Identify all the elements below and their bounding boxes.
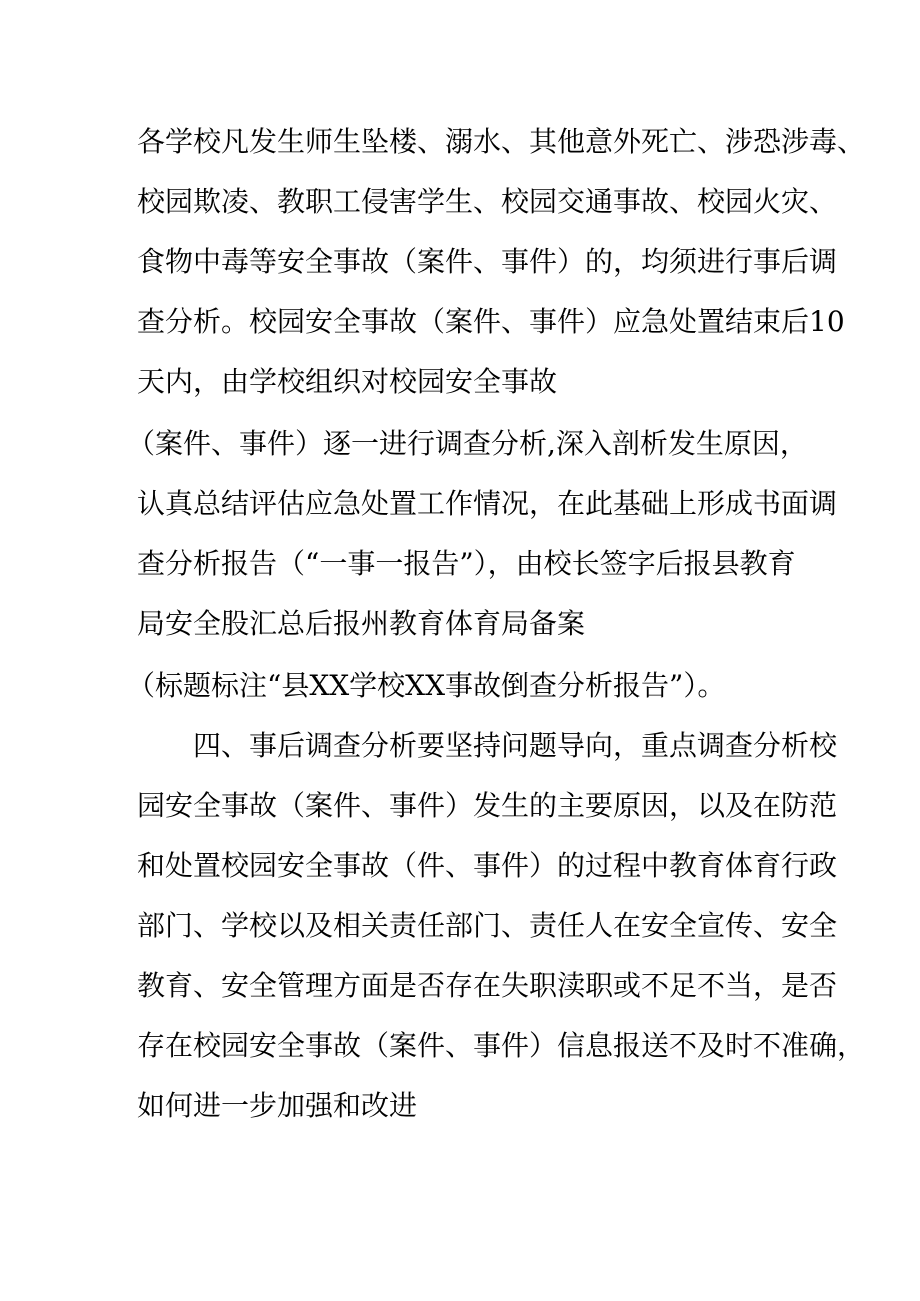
text-line: 存在校园安全事故（案件、事件）信息报送不及时不准确，: [137, 1029, 866, 1062]
text-line: （标题标注“县XX学校XX事故倒查分析报告”）。: [127, 669, 726, 702]
text-line: 天内，由学校组织对校园安全事故: [137, 365, 558, 398]
section-four-first-line: 四、事后调查分析要坚持问题导向，重点调查分析校: [193, 729, 838, 762]
text-line: 查分析报告（“一事一报告”），由校长签字后报县教育: [137, 547, 796, 580]
text-line: 局安全股汇总后报州教育体育局备案: [137, 607, 586, 640]
text-line: 食物中毒等安全事故（案件、事件）的，均须进行事后调: [137, 245, 838, 278]
text-line: 查分析。校园安全事故（案件、事件）应急处置结束后10: [137, 305, 845, 338]
text-line: （案件、事件）逐一进行调查分析,深入剖析发生原因，: [127, 427, 808, 460]
text-line: 部门、学校以及相关责任部门、责任人在安全宣传、安全: [137, 909, 838, 942]
text-line: 各学校凡发生师生坠楼、溺水、其他意外死亡、涉恐涉毒、: [137, 125, 866, 158]
text-line: 如何进一步加强和改进: [137, 1089, 418, 1122]
text-line: 和处置校园安全事故（件、事件）的过程中教育体育行政: [137, 849, 838, 882]
text-line: 教育、安全管理方面是否存在失职渎职或不足不当，是否: [137, 969, 838, 1002]
text-line: 校园欺凌、教职工侵害学生、校园交通事故、校园火灾、: [137, 185, 838, 218]
text-line: 认真总结评估应急处置工作情况，在此基础上形成书面调: [137, 487, 838, 520]
text-line: 园安全事故（案件、事件）发生的主要原因，以及在防范: [137, 789, 838, 822]
